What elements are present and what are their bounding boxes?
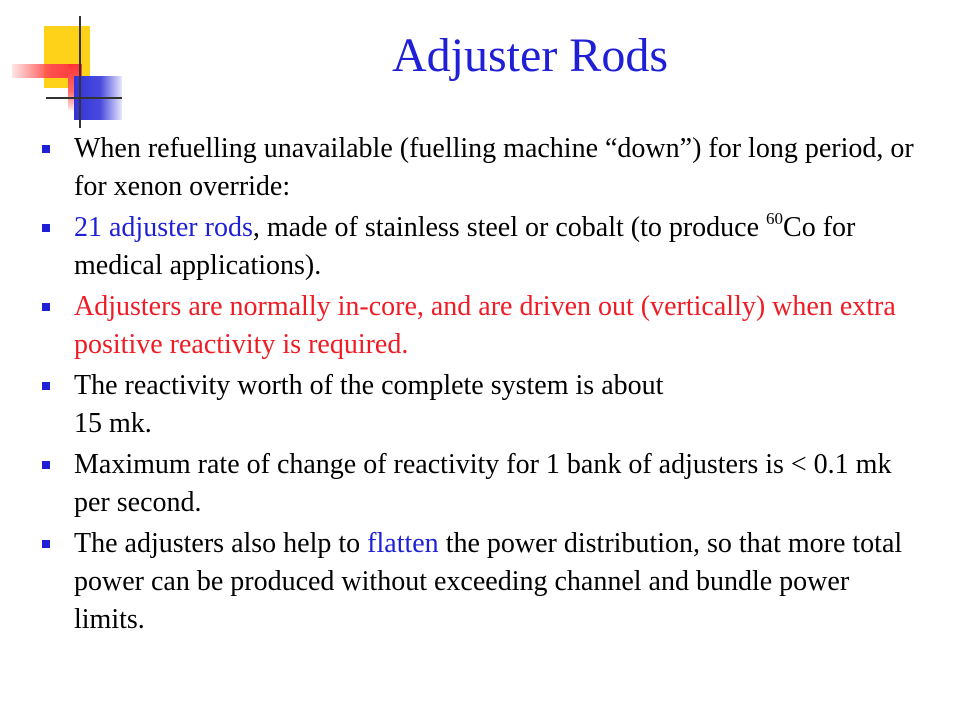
bullet-list — [42, 130, 922, 642]
bullet-text-line2: 15 mk. — [74, 408, 152, 439]
isotope-superscript: 60 — [766, 209, 784, 228]
bullet-adjuster-rods — [42, 209, 922, 285]
bullet-square-icon — [42, 145, 50, 153]
bullet-square-icon — [42, 461, 50, 469]
slide-title: Adjuster Rods — [392, 29, 668, 82]
bullet-square-icon — [42, 303, 50, 311]
logo-vertical-line — [79, 16, 81, 128]
bullet-refuelling — [42, 130, 922, 206]
bullet-text: Maximum rate of change of reactivity for 1 bank of adjusters is < 0.1 mk per second. — [74, 449, 892, 518]
bullet-text: When refuelling unavailable (fuelling machine “down”) for long period, or for xenon override: — [74, 133, 914, 202]
logo-horizontal-line — [46, 97, 122, 99]
bullet-text-line1: The reactivity worth of the complete system is about — [74, 370, 664, 401]
bullet-square-icon — [42, 224, 50, 232]
bullet-in-core — [42, 288, 922, 364]
bullet-text: , made of stainless steel or cobalt (to produce — [252, 212, 767, 243]
bullet-text-after: the power distribution, so that more total power can be produced without exceeding channel and bundle power limits. — [74, 528, 903, 635]
bullet-text: Adjusters are normally in-core, and are driven out (vertically) when extra positive reactivity is required. — [74, 291, 896, 360]
bullet-reactivity-worth — [42, 367, 922, 443]
bullet-text-before: The adjusters also help to — [74, 528, 368, 559]
flatten-highlight: flatten — [367, 528, 439, 559]
bullet-flatten — [42, 525, 922, 639]
bullet-square-icon — [42, 540, 50, 548]
bullet-text-cont: Co for medical applications). — [74, 212, 856, 281]
bullet-square-icon — [42, 382, 50, 390]
adjuster-rods-highlight: 21 adjuster rods — [74, 212, 253, 243]
bullet-max-rate — [42, 446, 922, 522]
